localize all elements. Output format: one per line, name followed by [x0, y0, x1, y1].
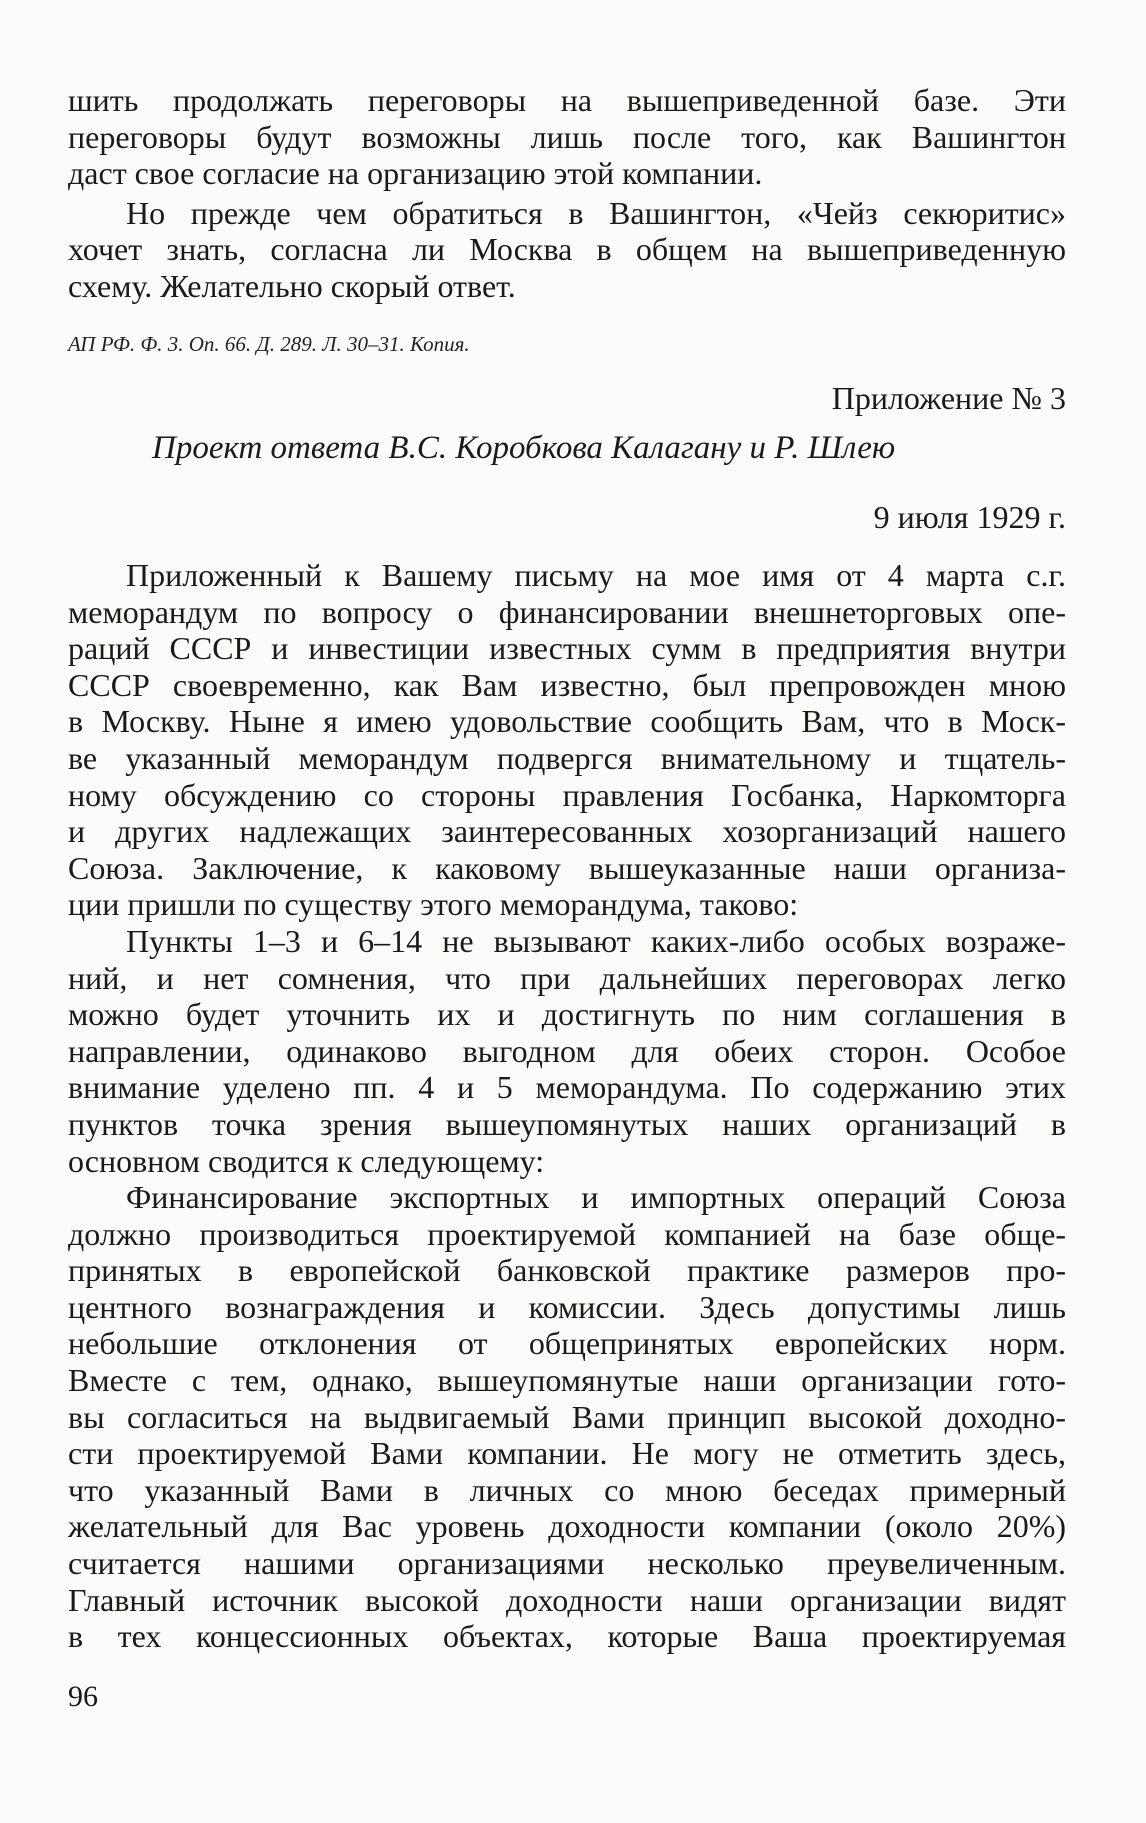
text-line: ции пришли по существу этого меморандума, таково:: [68, 886, 799, 923]
text-line: СССР своевременно, как Вам известно, был препровожден мною: [68, 666, 1066, 703]
text-line: желательный для Вас уровень доходности компании (около 20%): [68, 1508, 1066, 1545]
paragraph: [68, 557, 1066, 923]
text-line: ному обсуждению со стороны правления Госбанка, Наркомторга: [68, 776, 1066, 813]
text-line: пунктов точка зрения вышеупомянутых наших организаций в: [68, 1105, 1066, 1142]
text-line: принятых в европейской банковской практике размеров про-: [68, 1252, 1066, 1289]
document-date: 9 июля 1929 г.: [873, 499, 1066, 535]
body-text-block: [68, 557, 1066, 1655]
text-line: схему. Желательно скорый ответ.: [68, 267, 516, 304]
text-line: внимание уделено пп. 4 и 5 меморандума. По содержанию этих: [68, 1069, 1066, 1106]
text-line: Вместе с тем, однако, вышеупомянутые наши организации гото-: [68, 1362, 1066, 1399]
text-line: можно будет уточнить их и достигнуть по ним соглашения в: [68, 996, 1066, 1033]
appendix-label: Приложение № 3: [831, 380, 1066, 416]
text-line: считается нашими организациями несколько преувеличенным.: [68, 1545, 1066, 1582]
text-line: должно производиться проектируемой компанией на базе обще-: [68, 1215, 1066, 1252]
text-line: Союза. Заключение, к каковому вышеуказанные наши организа-: [68, 849, 1066, 886]
text-line: меморандум по вопросу о финансировании внешнеторговых опе-: [68, 593, 1066, 630]
text-line: вы согласиться на выдвигаемый Вами принцип высокой доходно-: [68, 1398, 1066, 1435]
text-line: хочет знать, согласна ли Москва в общем на вышеприведенную: [68, 231, 1066, 268]
text-line: переговоры будут возможны лишь после того, как Вашингтон: [68, 118, 1066, 155]
text-line: Но прежде чем обратиться в Вашингтон, «Чейз секюритис»: [126, 194, 1066, 231]
text-line: направлении, одинаково выгодном для обеих сторон. Особое: [68, 1032, 1066, 1069]
text-line: в Москву. Ныне я имею удовольствие сообщить Вам, что в Моск-: [68, 703, 1066, 740]
text-line: центного вознаграждения и комиссии. Здесь допустимы лишь: [68, 1288, 1066, 1325]
text-line: сти проектируемой Вами компании. Не могу не отметить здесь,: [68, 1435, 1066, 1472]
text-line: даст свое согласие на организацию этой компании.: [68, 155, 763, 192]
text-line: небольшие отклонения от общепринятых европейских норм.: [68, 1325, 1066, 1362]
text-line: что указанный Вами в личных со мною беседах примерный: [68, 1471, 1066, 1508]
text-line: Финансирование экспортных и импортных операций Союза: [126, 1179, 1066, 1216]
text-line: основном сводится к следующему:: [68, 1142, 545, 1179]
paragraph: [68, 923, 1066, 1179]
text-line: раций СССР и инвестиции известных сумм в предприятия внутри: [68, 630, 1066, 667]
text-line: Пункты 1–3 и 6–14 не вызывают каких-либо особых возраже-: [126, 922, 1066, 959]
text-line: Главный источник высокой доходности наши организации видят: [68, 1581, 1066, 1618]
paragraph: [68, 82, 1066, 192]
archive-source-note: АП РФ. Ф. 3. Оп. 66. Д. 289. Л. 30–31. Копия.: [68, 332, 470, 356]
paragraph: [68, 195, 1066, 305]
page-number: 96: [68, 1680, 98, 1713]
text-line: в тех концессионных объектах, которые Ваша проектируемая: [68, 1618, 1066, 1655]
text-line: ве указанный меморандум подвергся внимательному и тщатель-: [68, 739, 1066, 776]
text-line: ний, и нет сомнения, что при дальнейших переговорах легко: [68, 959, 1066, 996]
top-text-block: [68, 82, 1066, 305]
text-line: Приложенный к Вашему письму на мое имя от 4 марта с.г.: [126, 557, 1066, 593]
text-line: шить продолжать переговоры на вышеприведенной базе. Эти: [68, 82, 1066, 118]
paragraph: [68, 1179, 1066, 1655]
document-title: Проект ответа В.С. Коробкова Калагану и Р. Шлею: [152, 430, 896, 466]
text-line: и других надлежащих заинтересованных хозорганизаций нашего: [68, 813, 1066, 850]
